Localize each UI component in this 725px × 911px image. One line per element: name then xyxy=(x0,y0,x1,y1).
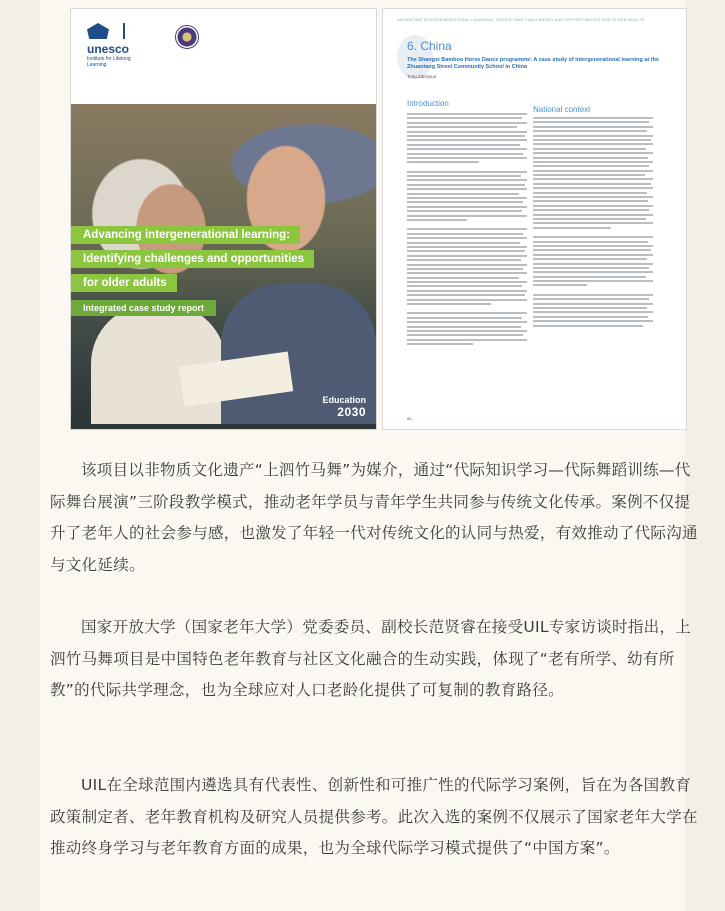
unesco-temple-icon xyxy=(87,23,109,39)
national-context-text-column xyxy=(533,117,653,329)
cover-subtitle: Integrated case study report xyxy=(71,300,216,316)
left-margin-band xyxy=(0,0,40,911)
education-year: 2030 xyxy=(337,405,366,419)
case-study-author: Tong Zaizeyun xyxy=(407,74,437,79)
article-paragraph-2: 国家开放大学（国家老年大学）党委委员、副校长范贤睿在接受UIL专家访谈时指出，上泗竹马舞项目是中国特色老年教育与社区文化融合的生动实践，体现了“老有所学、幼有所教”的代际共学理念，也为全球应对人口老龄化提供了可复制的教育路径。 xyxy=(50,618,692,699)
unesco-logo-subtitle: Institute for Lifelong Learning xyxy=(87,56,131,68)
education-2030-logo xyxy=(322,395,366,419)
cover-title-line-2: Identifying challenges and opportunities xyxy=(71,250,314,268)
cover-logo-bar xyxy=(71,9,376,104)
report-inner-page-image xyxy=(382,8,687,430)
section-introduction: Introduction xyxy=(407,99,449,108)
introduction-text-column xyxy=(407,113,527,348)
inner-page-number: 66 xyxy=(407,416,412,421)
cover-title-line-1: Advancing intergenerational learning: xyxy=(71,226,300,244)
section-national-context: National context xyxy=(533,105,591,114)
uil-logo-icon xyxy=(123,23,139,39)
article-paragraph-3: UIL在全球范围内遴选具有代表性、创新性和可推广性的代际学习案例，旨在为各国教育政策制定者、老年教育机构及研究人员提供参考。此次入选的案例不仅展示了国家老年大学在推动终身学习与老年教育方面的成果，也为全球代际学习模式提供了“中国方案”。 xyxy=(50,776,698,857)
education-word: Education xyxy=(322,395,366,405)
report-cover-image xyxy=(70,8,377,430)
article-paragraph-1: 该项目以非物质文化遗产“上泗竹马舞”为媒介，通过“代际知识学习—代际舞蹈训练—代际舞台展演”三阶段教学模式，推动老年学员与青年学生共同参与传统文化传承。案例不仅提升了老年人的社会参与感，也激发了年轻一代对传统文化的认同与热爱，有效推动了代际沟通与文化延续。 xyxy=(50,461,698,574)
case-study-title: The Shangsi Bamboo Horse Dance programme: A case study of intergenerational learning at the Zhuantang Street Community School in China xyxy=(407,57,660,70)
inner-running-header: ADVANCING INTERGENERATIONAL LEARNING: IDENTIFYING CHALLENGES AND OPPORTUNITIES FOR OLDER ADULTS xyxy=(397,17,645,22)
chapter-heading: 6. China xyxy=(407,39,452,53)
university-seal-icon xyxy=(175,25,199,49)
report-images xyxy=(70,8,685,430)
article-content xyxy=(40,0,698,911)
cover-photo xyxy=(71,104,376,429)
unesco-logo-word: unesco xyxy=(87,42,130,56)
cover-title-line-3: for older adults xyxy=(71,274,177,292)
